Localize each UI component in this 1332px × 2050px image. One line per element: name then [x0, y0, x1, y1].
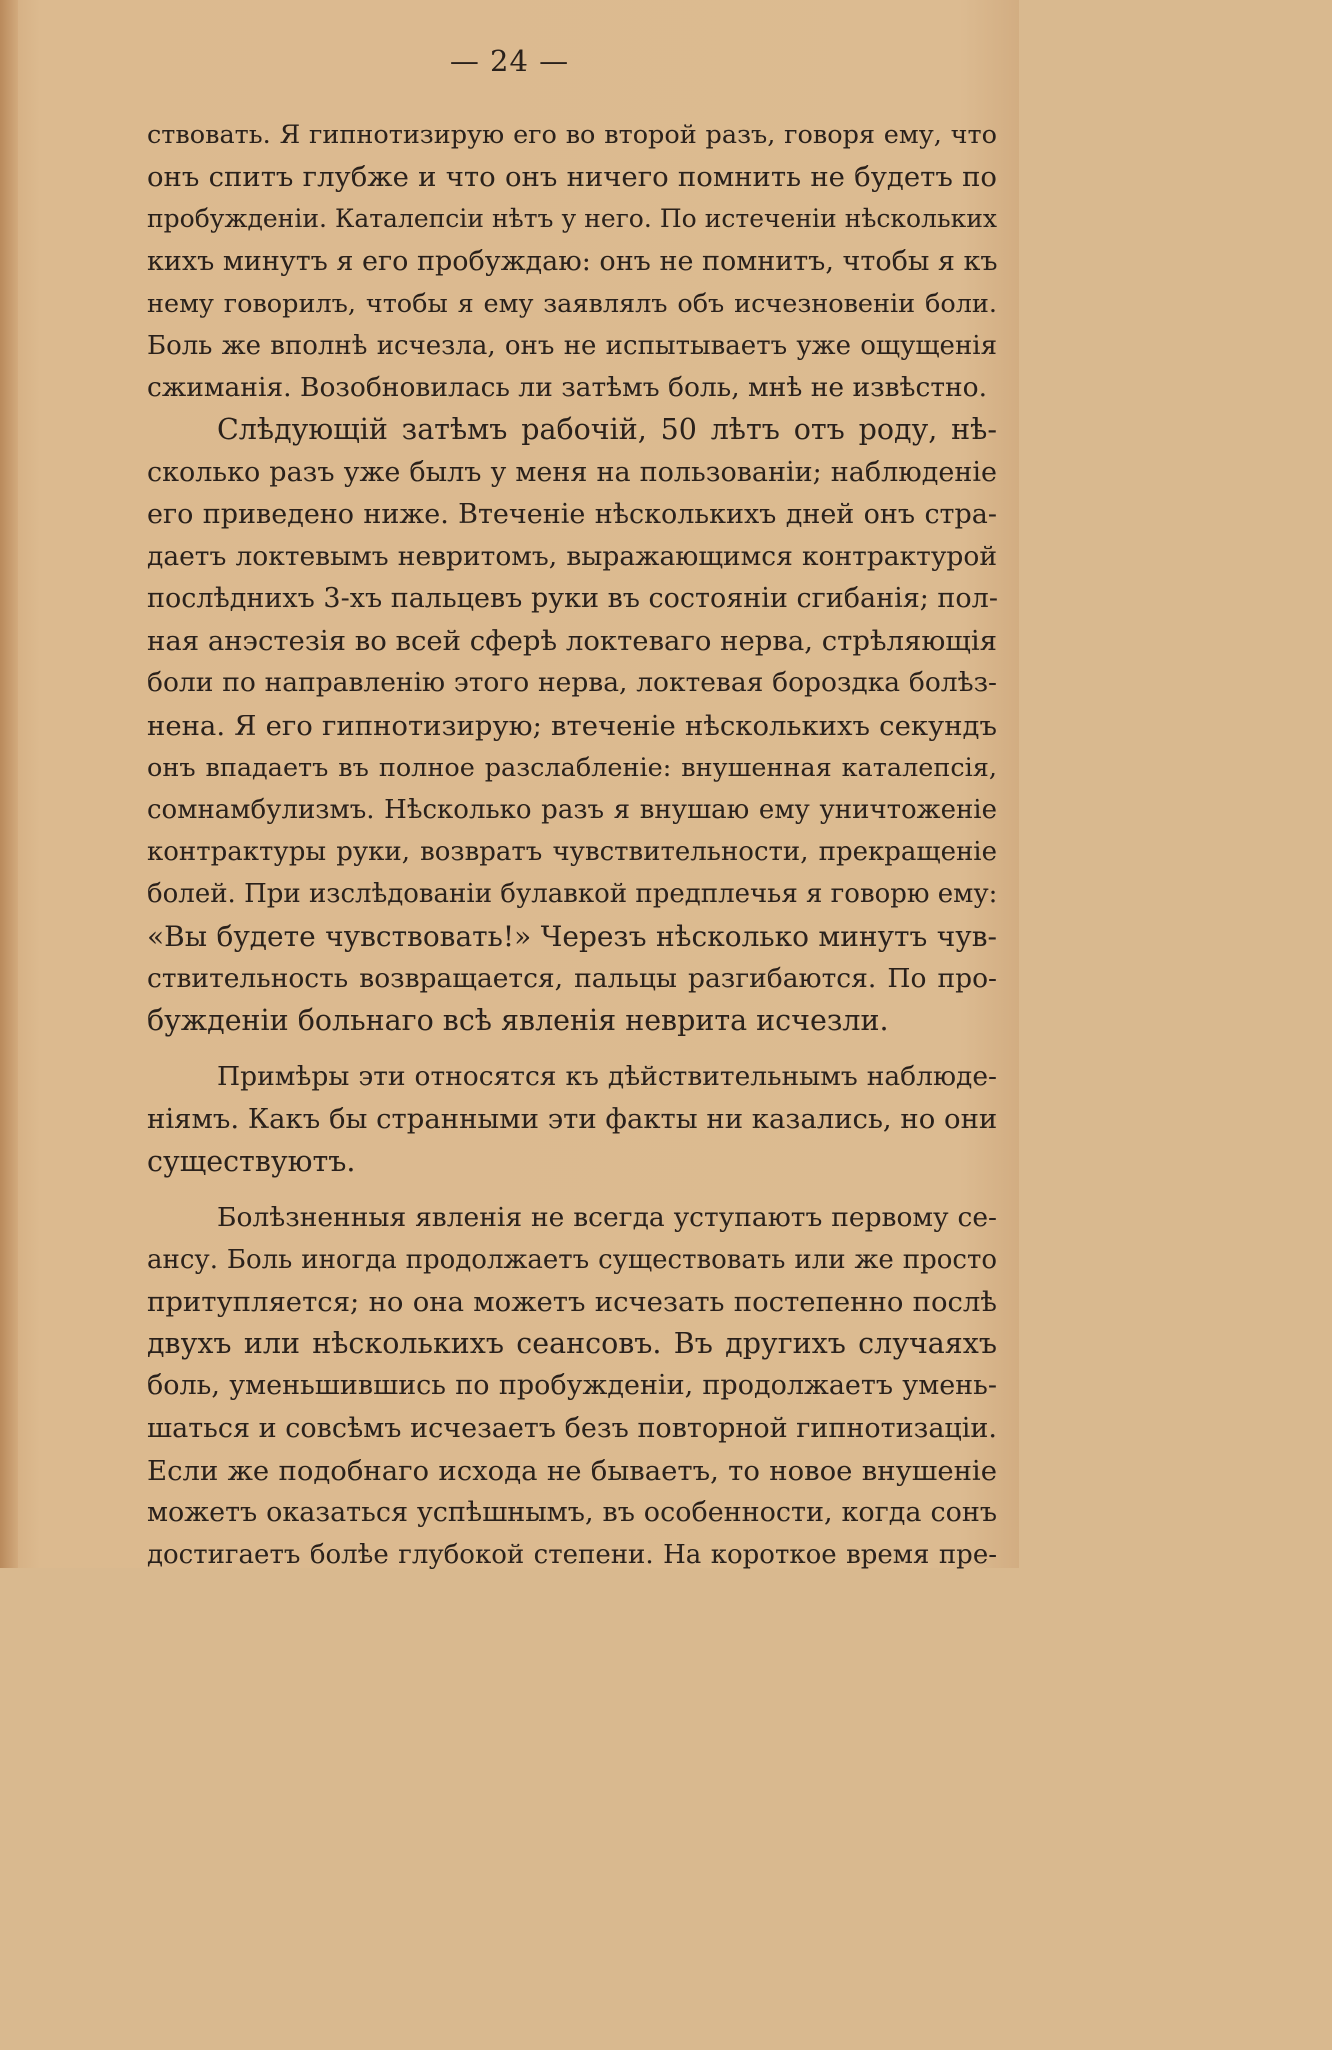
- text-line: ствительность возвращается, пальцы разгибаются. По про-: [147, 962, 997, 994]
- text-line: сжиманiя. Возобновилась ли затѣмъ боль, мнѣ не извѣстно.: [147, 372, 988, 404]
- text-line: достигаетъ болѣе глубокой степени. На короткое время пре-: [147, 1540, 997, 1571]
- text-line: бужденiи больнаго всѣ явленiя неврита исчезли.: [147, 1003, 889, 1037]
- text-line: можетъ оказаться успѣшнымъ, въ особенности, когда сонъ: [147, 1497, 997, 1528]
- text-line: послѣднихъ 3-хъ пальцевъ руки въ состоянiи сгибанiя; пол-: [147, 583, 998, 615]
- text-line: Примѣры эти относятся къ дѣйствительнымъ наблюде-: [217, 1061, 997, 1093]
- text-line: кихъ минутъ я его пробуждаю: онъ не помнитъ, чтобы я къ: [147, 245, 998, 277]
- text-line: сомнамбулизмъ. Нѣсколько разъ я внушаю ему уничтоженiе: [147, 795, 997, 825]
- text-line: сколько разъ уже былъ у меня на пользованiи; наблюденiе: [147, 456, 997, 488]
- text-line: боль, уменьшившись по пробужденiи, продолжаетъ умень-: [147, 1370, 997, 1402]
- text-line: его приведено ниже. Втеченiе нѣсколькихъ дней онъ стра-: [147, 498, 997, 530]
- text-line: Если же подобнаго исхода не бываетъ, то новое внушенiе: [147, 1454, 997, 1487]
- text-line: шаться и совсѣмъ исчезаетъ безъ повторной гипнотизацiи.: [147, 1412, 997, 1444]
- paragraph: [147, 409, 997, 1042]
- body-text: [147, 114, 997, 1576]
- text-line: ансу. Боль иногда продолжаетъ существовать или же просто: [147, 1244, 997, 1275]
- text-line: нiямъ. Какъ бы странными эти факты ни казались, но они: [147, 1103, 998, 1136]
- text-line: даетъ локтевымъ невритомъ, выражающимся контрактурой: [147, 540, 997, 572]
- page-edge: [0, 0, 18, 1568]
- paragraph: [147, 1197, 997, 1577]
- text-line: «Вы будете чувствовать!» Черезъ нѣсколько минутъ чув-: [147, 919, 997, 953]
- paragraph-gap: [147, 1183, 997, 1197]
- text-line: нена. Я его гипнотизирую; втеченiе нѣсколькихъ секундъ: [147, 709, 997, 742]
- text-line: двухъ или нѣсколькихъ сеансовъ. Въ другихъ случаяхъ: [147, 1327, 997, 1361]
- text-line: онъ впадаетъ въ полное разслабленiе: внушенная каталепсiя,: [147, 752, 997, 783]
- text-line: боли по направленiю этого нерва, локтевая бороздка болѣз-: [147, 667, 997, 699]
- text-line: онъ спитъ глубже и что онъ ничего помнить не будетъ по: [147, 161, 997, 194]
- text-line: Слѣдующiй затѣмъ рабочiй, 50 лѣтъ отъ роду, нѣ-: [217, 413, 997, 447]
- text-line: контрактуры руки, возвратъ чувствительности, прекращенiе: [147, 837, 997, 868]
- text-line: Болѣзненныя явленiя не всегда уступаютъ первому се-: [217, 1201, 997, 1233]
- text-line: ствовать. Я гипнотизирую его во второй разъ, говоря ему, что: [147, 120, 997, 150]
- text-line: притупляется; но она можетъ исчезать постепенно послѣ: [147, 1286, 997, 1319]
- page-number: — 24 —: [449, 44, 570, 78]
- text-line: болей. При изслѣдованiи булавкой предплечья я говорю ему:: [147, 879, 998, 910]
- text-line: ная анэстезiя во всей сферѣ локтеваго нерва, стрѣляющiя: [147, 625, 997, 658]
- paragraph: [147, 114, 997, 409]
- text-line: пробужденiи. Каталепсiи нѣтъ у него. По истеченiи нѣскольких: [147, 204, 997, 234]
- paragraph-gap: [147, 1042, 997, 1056]
- text-line: нему говорилъ, чтобы я ему заявлялъ объ исчезновенiи боли.: [147, 288, 997, 319]
- text-line: Боль же вполнѣ исчезла, онъ не испытываетъ уже ощущенiя: [147, 330, 997, 361]
- text-line: существуютъ.: [147, 1144, 356, 1178]
- paragraph: [147, 1056, 997, 1183]
